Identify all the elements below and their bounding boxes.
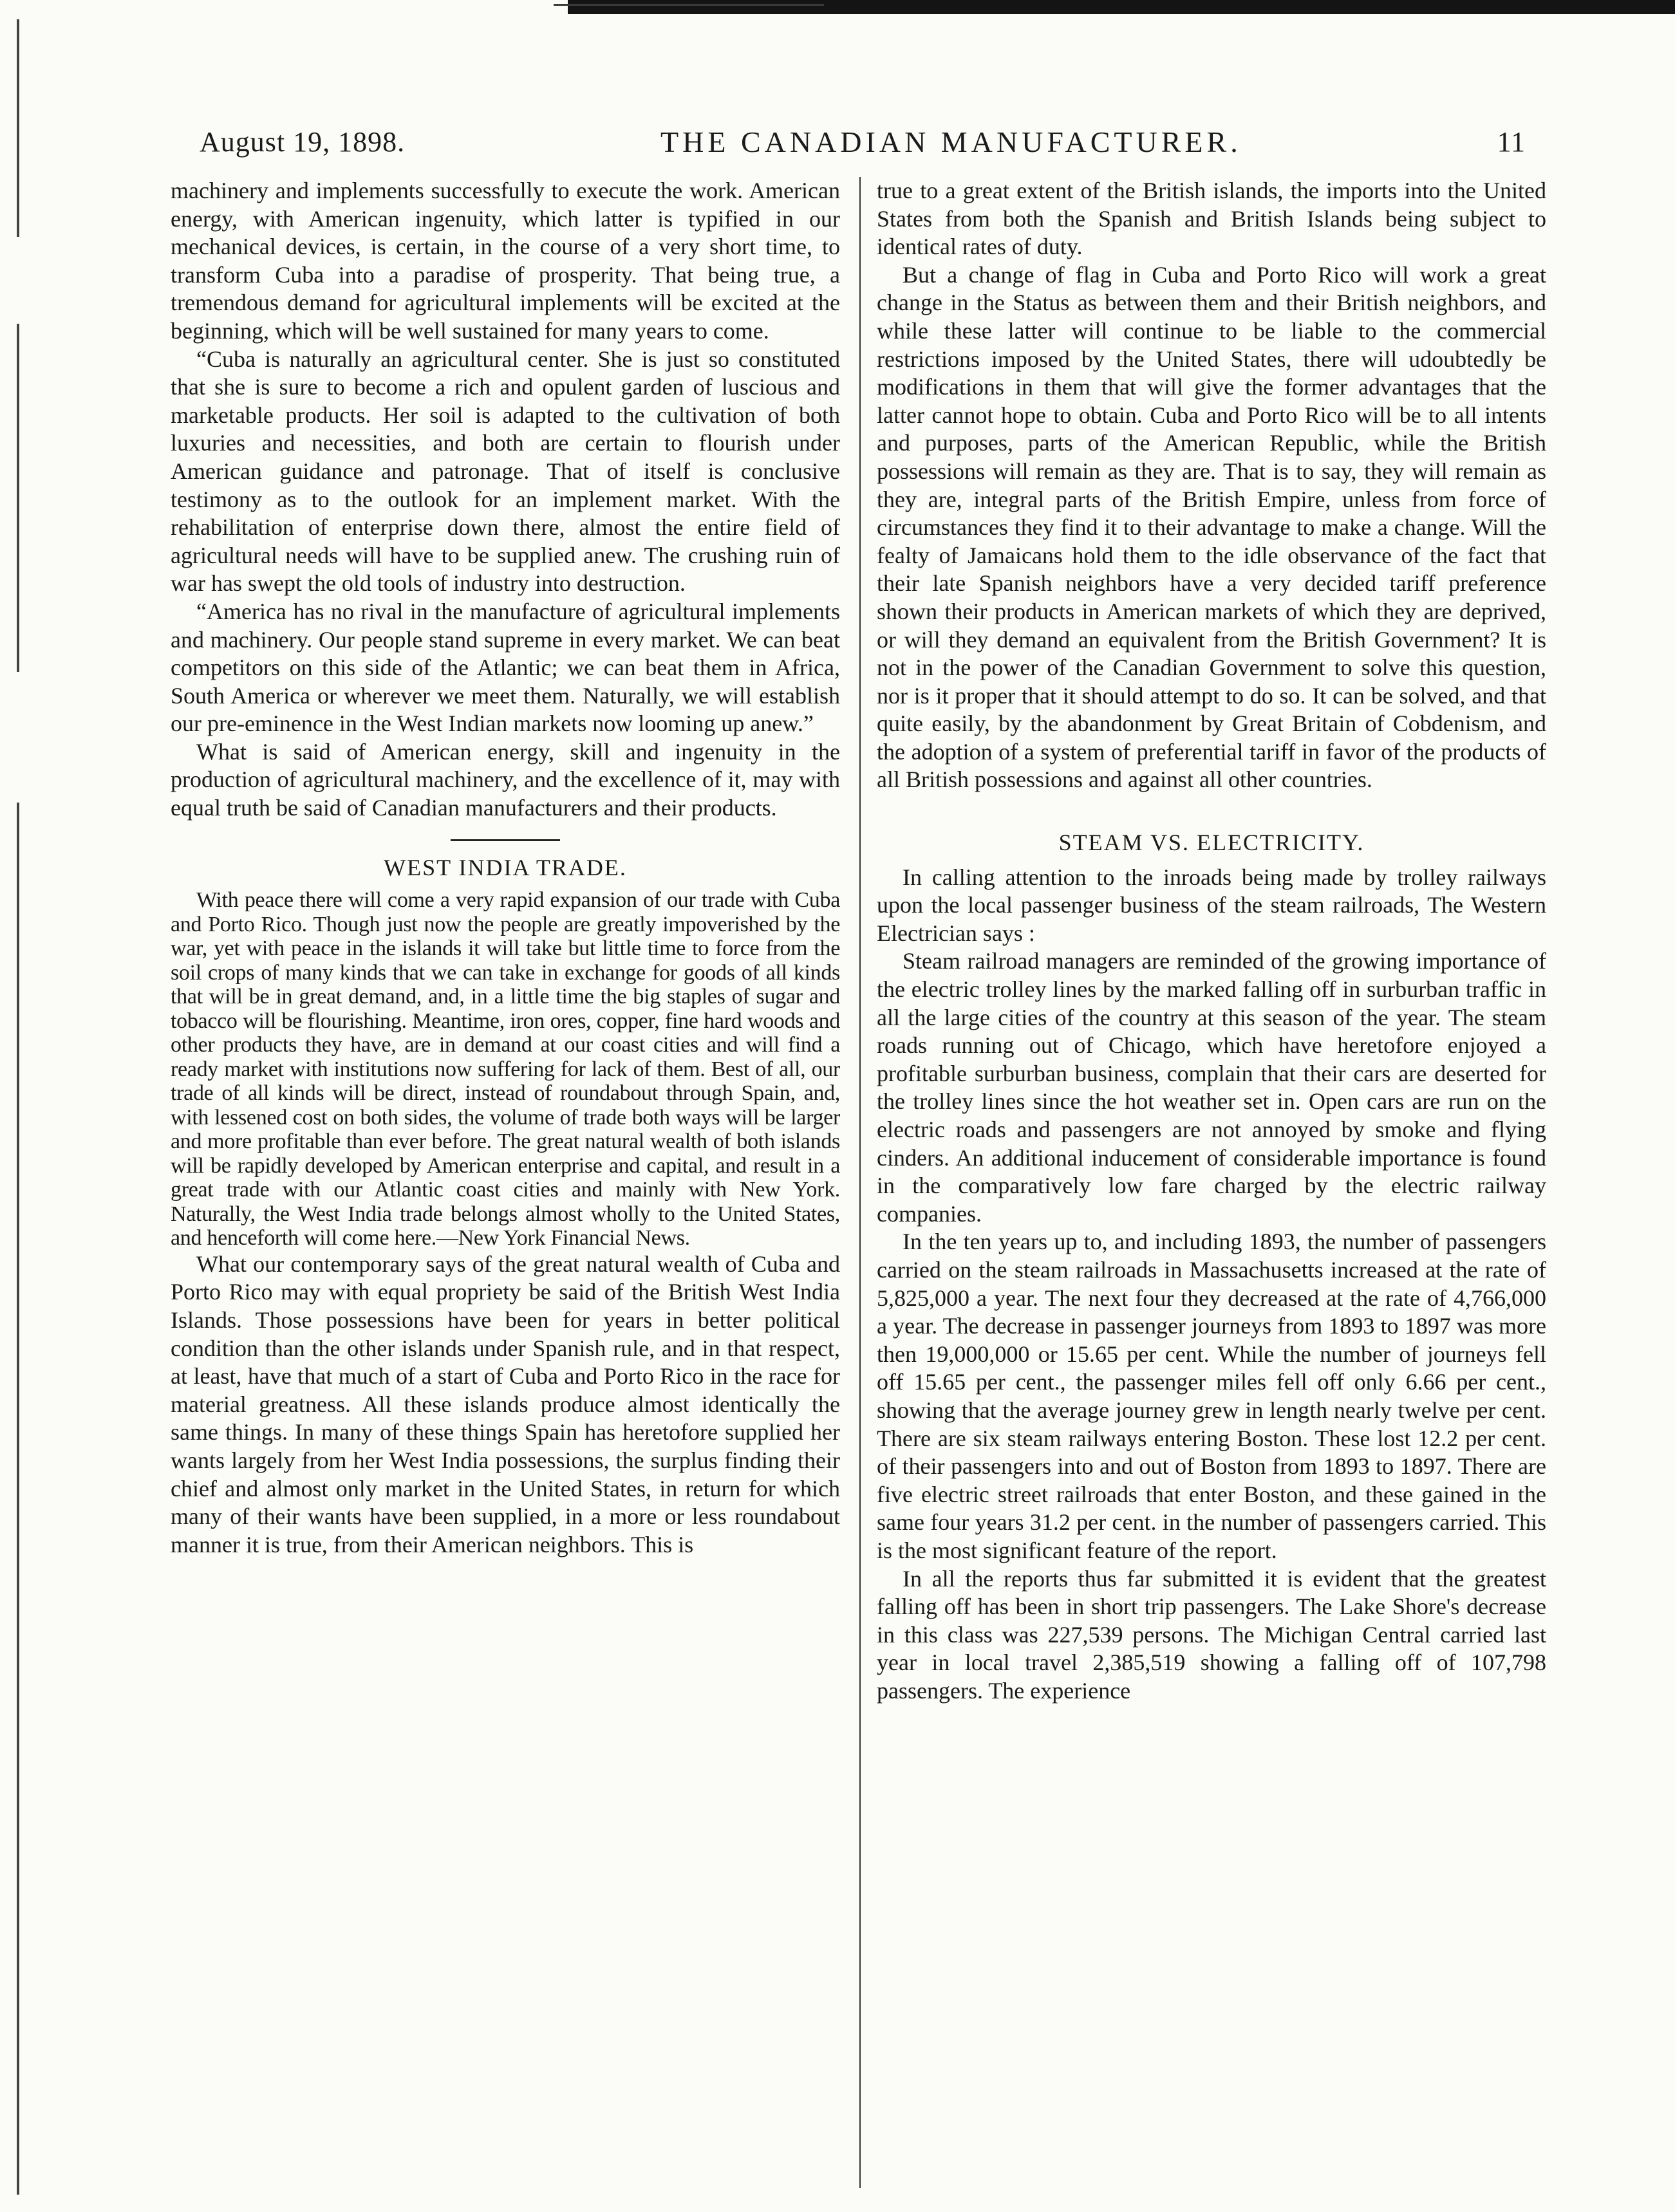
scan-edge-line	[554, 4, 824, 6]
paragraph: What is said of American energy, skill and ingenuity in the production of agricultural machinery, and the excellence of it, may with equal truth be said of Canadian manufacturers and their products.	[171, 738, 840, 821]
right-column	[877, 177, 1546, 1705]
paragraph: “America has no rival in the manufacture of agricultural implements and machinery. Our people stand supreme in every market. We can beat competitors on this side of the Atlantic; we can beat them in Africa, South America or wherever we meet them. Naturally, we will establish our pre-eminence in the West Indian markets now looming up anew.”	[171, 598, 840, 737]
quoted-article: With peace there will come a very rapid expansion of our trade with Cuba and Porto Rico. Though just now the people are greatly impoverished by the war, yet with peace in the islands it will take but little time to force from the soil crops of many kinds that we can take in exchange for goods of all kinds that will be in great demand, and, in a little time the big staples of sugar and tobacco will be flourishing. Meantime, iron ores, copper, fine hard woods and other products they have, are in demand at our coast cities and will find a ready market with institutions now suffering for lack of them. Best of all, our trade of all kinds will be direct, instead of roundabout through Spain, and, with lessened cost on both sides, the volume of trade both ways will be larger and more profitable than ever before. The great natural wealth of both islands will be rapidly developed by American enterprise and capital, and result in a great trade with our Atlantic coast cities and mainly with New York. Naturally, the West India trade belongs almost wholly to the United States, and henceforth will come here.—New York Financial News.	[171, 888, 840, 1250]
left-column	[171, 177, 840, 1559]
paragraph: In calling attention to the inroads being made by trolley railways upon the local passenger business of the steam railroads, The Western Electrician says :	[877, 864, 1546, 946]
paragraph: What our contemporary says of the great natural wealth of Cuba and Porto Rico may with equal propriety be said of the British West India Islands. Those possessions have been for years in better political condition than the other islands under Spanish rule, and in that respect, at least, have that much of a start of Cuba and Porto Rico in the race for material greatness. All these islands produce almost identically the same things. In many of these things Spain has heretofore supplied her wants largely from her West India possessions, the surplus finding their chief and almost only market in the United States, in return for which many of their wants have been supplied, in a more or less roundabout manner it is true, from their American neighbors. This is	[171, 1250, 840, 1557]
scan-binding-edge	[17, 19, 19, 2195]
paragraph: But a change of flag in Cuba and Porto Rico will work a great change in the Status as between them and their British neighbors, and while these latter will continue to be liable to the commercial restrictions imposed by the United States, there will udoubtedly be modifications in them that will give the former advantages that the latter cannot hope to obtain. Cuba and Porto Rico will be to all intents and purposes, parts of the American Republic, while the British possessions will remain as they are. That is to say, they will remain as they are, integral parts of the British Empire, unless from force of circumstances they find it to their advantage to make a change. Will the fealty of Jamaicans hold them to the idle observance of the fact that their late Spanish neighbors have a very decided tariff preference shown their products in American markets of which they are deprived, or will they demand an equivalent from the British Government? It is not in the power of the Canadian Government to solve this question, nor is it proper that it should attempt to do so. It can be solved, and that quite easily, by the abandonment by Great Britain of Cobdenism, and the adoption of a system of preferential tariff in favor of the products of all British possessions and against all other countries.	[877, 261, 1546, 793]
paragraph: In the ten years up to, and including 1893, the number of passengers carried on the steam railroads in Massachusetts increased at the rate of 5,825,000 a year. The next four they decreased at the rate of 4,766,000 a year. The decrease in passenger journeys from 1893 to 1897 was more then 19,000,000 or 15.65 per cent. While the number of journeys fell off 15.65 per cent., the passenger miles fell off only 6.66 per cent., showing that the average journey grew in length nearly twelve per cent. There are six steam railways entering Boston. These lost 12.2 per cent. of their passengers into and out of Boston from 1893 to 1897. There are five electric street railroads that enter Boston, and these gained in the same four years 31.2 per cent. in the number of passengers carried. This is the most significant feature of the report.	[877, 1229, 1546, 1563]
paragraph: In all the reports thus far submitted it is evident that the greatest falling off has been in short trip passengers. The Lake Shore's decrease in this class was 227,539 persons. The Michigan Central carried last year in local travel 2,385,519 showing a falling off of 107,798 passengers. The experience	[877, 1565, 1546, 1704]
issue-date: August 19, 1898.	[200, 125, 406, 158]
column-divider	[859, 177, 861, 2188]
publication-title: THE CANADIAN MANUFACTURER.	[660, 125, 1242, 158]
paragraph: machinery and implements successfully to execute the work. American energy, with American ingenuity, which latter is typified in our mechanical devices, is certain, in the course of a very short time, to transform Cuba into a paradise of prosperity. That being true, a tremendous demand for agricultural implements will be excited at the beginning, which will be well sustained for many years to come.	[171, 178, 840, 344]
page-number: 11	[1497, 125, 1526, 158]
page-header	[200, 122, 1526, 161]
section-heading: WEST INDIA TRADE.	[384, 854, 627, 880]
section-heading: STEAM VS. ELECTRICITY.	[1058, 830, 1365, 856]
scan-edge-bar	[568, 0, 1675, 14]
section-rule	[451, 839, 560, 841]
paragraph: Steam railroad managers are reminded of the growing importance of the electric trolley lines by the marked falling off in surburban traffic in all the large cities of the country at this season of the year. The steam roads running out of Chicago, which have heretofore enjoyed a profitable surburban business, complain that their cars are deserted for the trolley lines since the hot weather set in. Open cars are run on the electric roads and passengers are not annoyed by smoke and flying cinders. An additional inducement of considerable importance is found in the comparatively low fare charged by the electric railway companies.	[877, 948, 1546, 1227]
paragraph: “Cuba is naturally an agricultural center. She is just so constituted that she is sure to become a rich and opulent garden of luscious and marketable products. Her soil is adapted to the cultivation of both luxuries and necessities, and both are certain to flourish under American guidance and patronage. That of itself is conclusive testimony as to the outlook for an implement market. With the rehabilitation of enterprise down there, almost the entire field of agricultural needs will have to be supplied anew. The crushing ruin of war has swept the old tools of industry into destruction.	[171, 346, 840, 597]
paragraph: true to a great extent of the British islands, the imports into the United States from both the Spanish and British Islands being subject to identical rates of duty.	[877, 178, 1546, 260]
